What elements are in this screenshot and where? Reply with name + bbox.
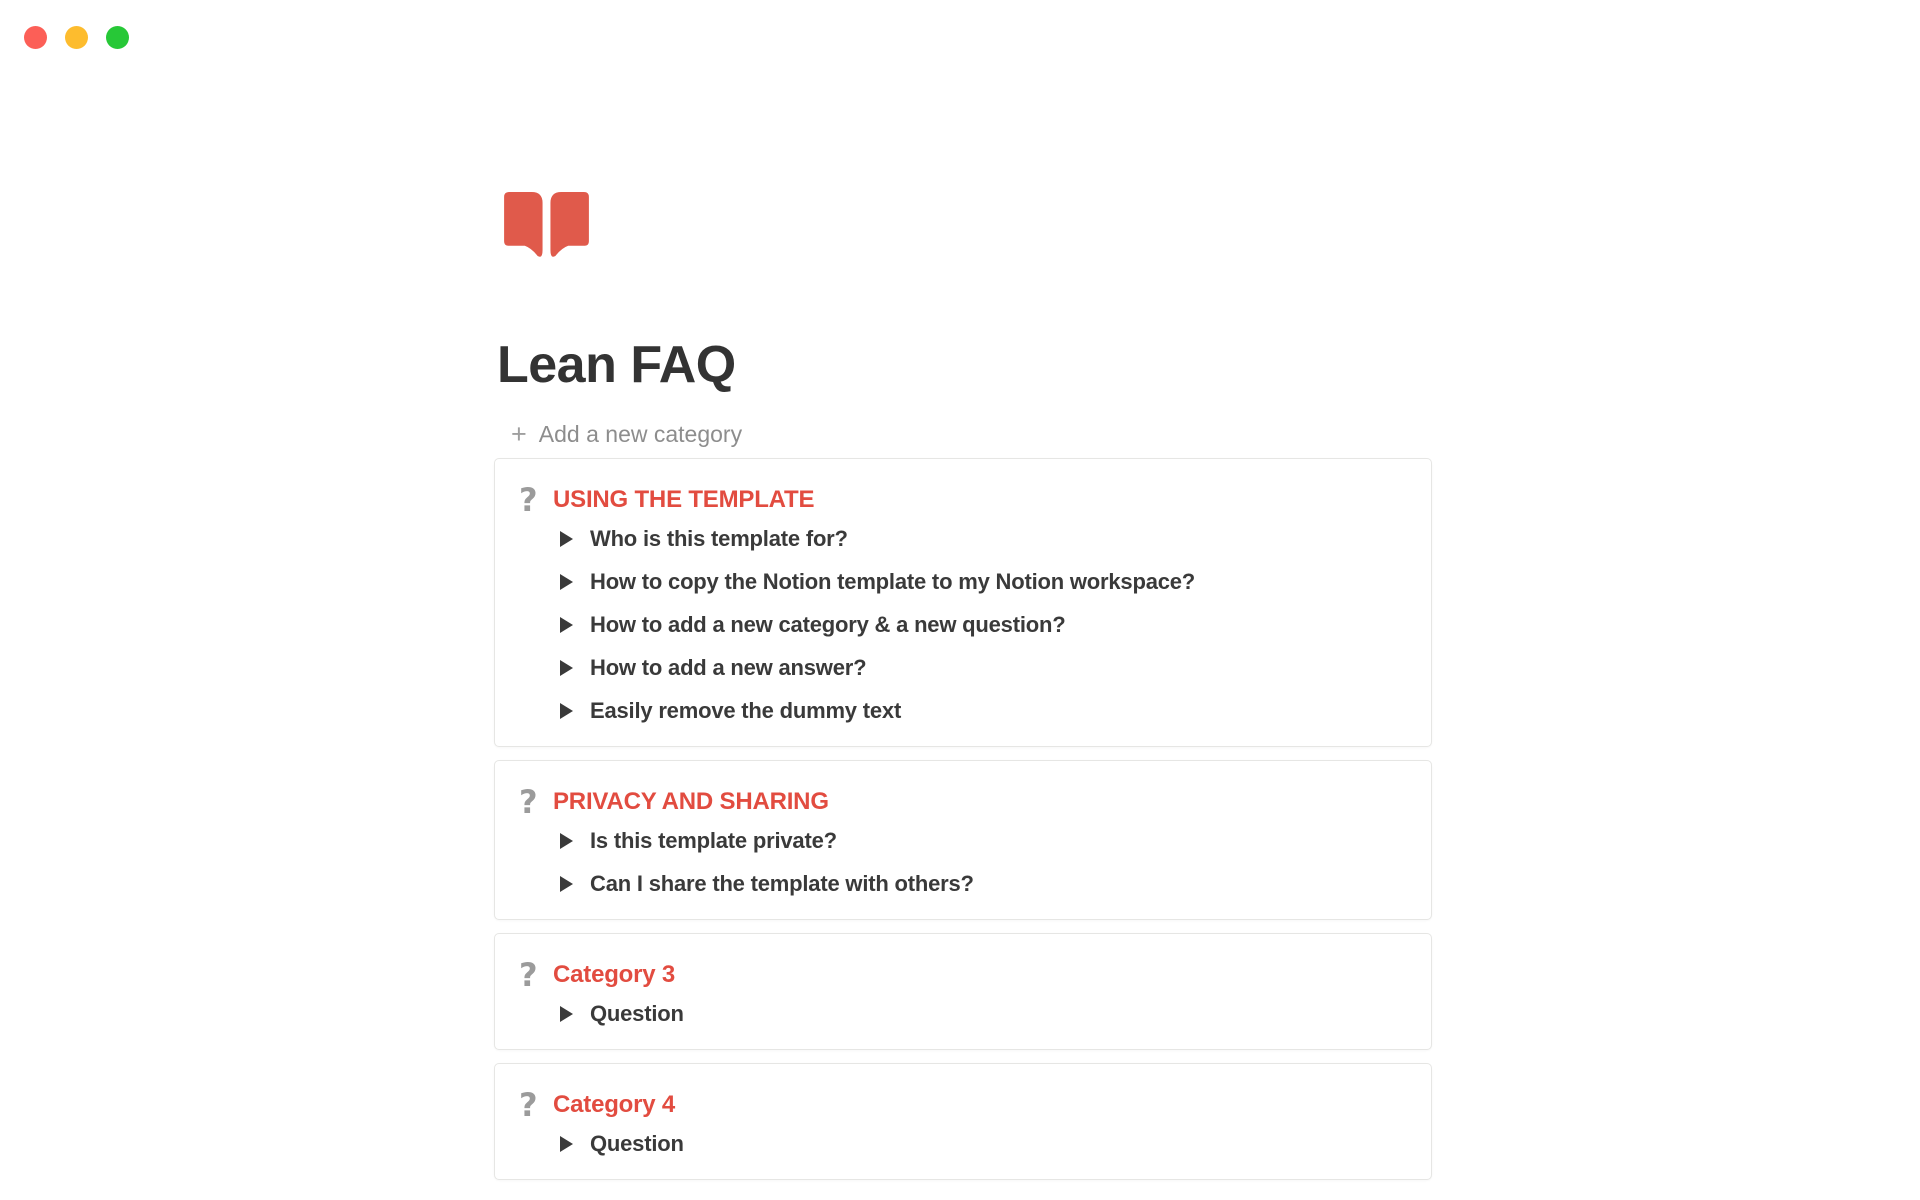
question-row[interactable]	[560, 819, 837, 862]
question-row[interactable]	[560, 992, 684, 1035]
card-header	[519, 958, 1407, 992]
faq-card-privacy-and-sharing	[494, 760, 1432, 920]
close-button[interactable]	[24, 26, 47, 49]
page-title[interactable]: Lean FAQ	[497, 336, 736, 394]
add-category-label: Add a new category	[538, 420, 743, 447]
question-row[interactable]	[560, 646, 866, 689]
card-header	[519, 483, 1407, 517]
minimize-button[interactable]	[65, 26, 88, 49]
question-label: Question	[590, 1000, 684, 1026]
question-row[interactable]	[560, 603, 1065, 646]
faq-card-category-3	[494, 933, 1432, 1050]
category-title[interactable]: USING THE TEMPLATE	[553, 486, 815, 513]
toggle-triangle-icon[interactable]	[560, 703, 573, 719]
page-content	[494, 0, 1432, 1193]
toggle-triangle-icon[interactable]	[560, 876, 573, 892]
zoom-button[interactable]	[106, 26, 129, 49]
category-title[interactable]: Category 4	[553, 1091, 676, 1118]
question-mark-icon[interactable]: ?	[519, 956, 538, 994]
toggle-triangle-icon[interactable]	[560, 574, 573, 590]
card-header	[519, 785, 1407, 819]
faq-card-category-4	[494, 1063, 1432, 1180]
question-mark-icon[interactable]: ?	[519, 481, 538, 519]
toggle-triangle-icon[interactable]	[560, 1136, 573, 1152]
question-row[interactable]	[560, 560, 1195, 603]
question-row[interactable]	[560, 517, 848, 560]
toggle-triangle-icon[interactable]	[560, 1006, 573, 1022]
card-header	[519, 1088, 1407, 1122]
toggle-triangle-icon[interactable]	[560, 531, 573, 547]
toggle-triangle-icon[interactable]	[560, 617, 573, 633]
toggle-triangle-icon[interactable]	[560, 660, 573, 676]
question-label: Is this template private?	[590, 827, 837, 853]
question-label: Can I share the template with others?	[590, 870, 974, 896]
question-label: Question	[590, 1130, 684, 1156]
question-label: Who is this template for?	[590, 525, 848, 551]
question-mark-icon[interactable]: ?	[519, 783, 538, 821]
question-label: How to add a new category & a new question?	[590, 611, 1066, 637]
question-mark-icon[interactable]: ?	[519, 1086, 538, 1124]
window-controls	[24, 26, 129, 49]
open-book-icon[interactable]	[501, 188, 592, 259]
question-row[interactable]	[560, 1122, 684, 1165]
category-title[interactable]: Category 3	[553, 961, 676, 988]
question-row[interactable]	[560, 689, 901, 732]
faq-card-using-the-template	[494, 458, 1432, 747]
toggle-triangle-icon[interactable]	[560, 833, 573, 849]
category-title[interactable]: PRIVACY AND SHARING	[553, 788, 829, 815]
faq-card-list	[494, 458, 1432, 1180]
question-label: How to add a new answer?	[590, 654, 867, 680]
plus-icon: +	[511, 418, 527, 449]
question-label: How to copy the Notion template to my Notion workspace?	[590, 568, 1196, 594]
question-row[interactable]	[560, 862, 974, 905]
add-category-button[interactable]	[511, 418, 742, 450]
question-label: Easily remove the dummy text	[590, 697, 902, 723]
